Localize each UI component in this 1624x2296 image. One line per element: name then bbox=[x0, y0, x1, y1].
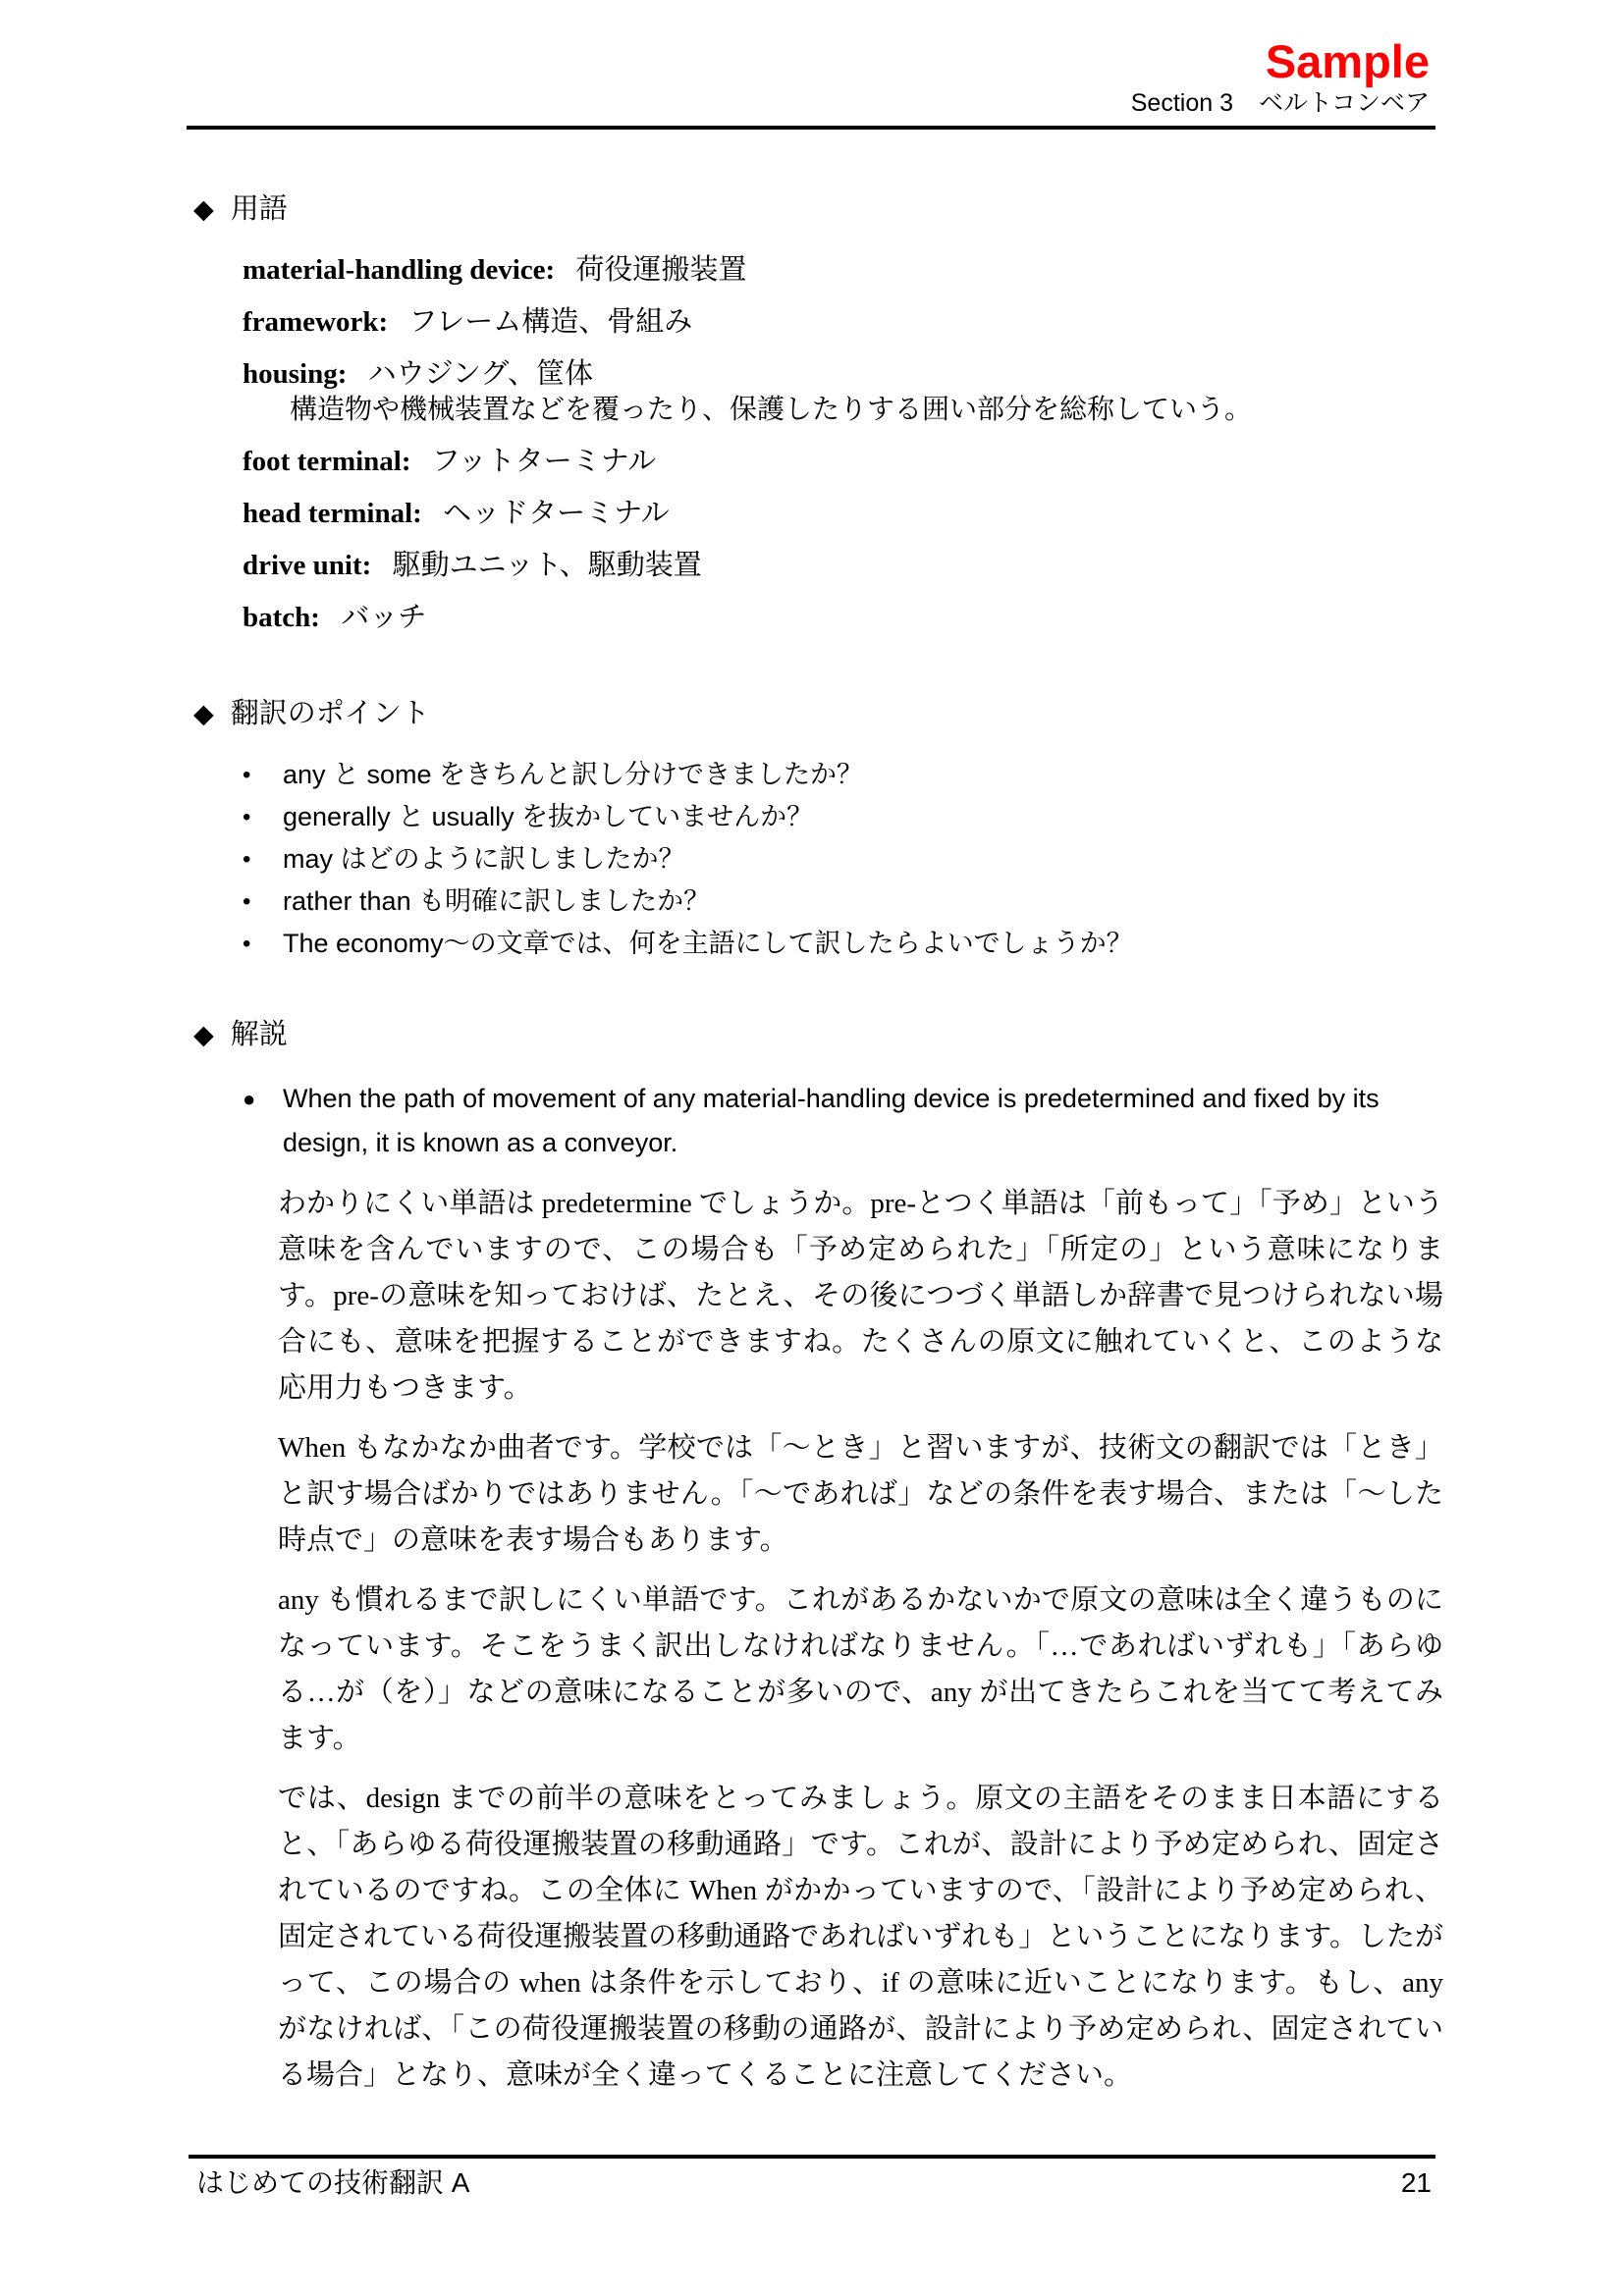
point-text: may はどのように訳しましたか？ bbox=[283, 844, 685, 874]
english-sentence: When the path of movement of any material-handling device is predetermined and fixed by its design, it is known as a conveyor. bbox=[283, 1084, 1380, 1157]
point-text: The economy～の文章では、何を主語にして訳したらよいでしょうか？ bbox=[283, 929, 1133, 958]
sample-watermark: Sample bbox=[1265, 35, 1430, 87]
commentary-english bbox=[243, 1077, 1451, 1165]
section-title: ベルトコンベア bbox=[1258, 89, 1430, 118]
page-number: 21 bbox=[1400, 2167, 1432, 2198]
term-item bbox=[243, 497, 1624, 530]
diamond-bullet-icon: ◆ bbox=[193, 699, 214, 728]
list-item bbox=[243, 760, 1624, 790]
bullet-icon: • bbox=[243, 762, 251, 788]
book-title: はじめての技術翻訳 A bbox=[196, 2167, 470, 2198]
footer-rule bbox=[189, 2155, 1435, 2159]
terms-heading bbox=[193, 192, 1624, 226]
term-japanese: バッチ bbox=[341, 602, 427, 633]
term-item bbox=[243, 253, 1624, 287]
commentary-heading-label: 解説 bbox=[230, 1019, 288, 1050]
points-heading bbox=[193, 697, 1624, 730]
paragraph: When もなかなか曲者です。学校では「～とき」と習いますが、技術文の翻訳では「とき」と訳す場合ばかりではありません。「～であれば」などの条件を表す場合、または「～した時点で」の意味を表す場合もあります。 bbox=[278, 1432, 1443, 1556]
term-japanese: フレーム構造、骨組み bbox=[408, 306, 693, 338]
diamond-bullet-icon: ◆ bbox=[193, 1020, 214, 1049]
list-item bbox=[243, 844, 1624, 875]
bullet-icon: • bbox=[243, 846, 251, 873]
term-english: drive unit: bbox=[243, 550, 372, 581]
page-footer bbox=[196, 2166, 1432, 2200]
paragraph: では、design までの前半の意味をとってみましょう。原文の主語をそのまま日本語にすると、「あらゆる荷役運搬装置の移動通路」です。これが、設計により予め定められ、固定されているのですね。この全体に When がかかっていますので、「設計により予め定められ、固定されている荷役運搬装置の移動通路であればいずれも」ということになります。したがって、この場合の when は条件を示しており、if の意味に近いことになります。もし、any がなければ、「この荷役運搬装置の移動の通路が、設計により予め定められ、固定されている場合」となり、意味が全く違ってくることに注意してください。 bbox=[278, 1783, 1443, 2091]
term-item bbox=[243, 445, 1624, 478]
list-item bbox=[243, 802, 1624, 832]
term-item bbox=[243, 601, 1624, 634]
circle-bullet-icon: ● bbox=[243, 1087, 256, 1111]
points-list bbox=[243, 760, 1624, 959]
term-japanese: 荷役運搬装置 bbox=[575, 254, 747, 286]
commentary-paragraphs bbox=[278, 1181, 1443, 2099]
terms-heading-label: 用語 bbox=[230, 193, 288, 225]
bullet-icon: • bbox=[243, 931, 251, 957]
term-item bbox=[243, 549, 1624, 582]
term-note: 構造物や機械装置などを覆ったり、保護したりする囲い部分を総称していう。 bbox=[290, 395, 1253, 425]
point-text: rather than も明確に訳しましたか？ bbox=[283, 886, 711, 916]
term-japanese: ヘッドターミナル bbox=[443, 498, 670, 529]
term-english: housing: bbox=[243, 358, 348, 390]
commentary-heading bbox=[193, 1018, 1624, 1051]
term-english: head terminal: bbox=[243, 498, 422, 529]
term-english: batch: bbox=[243, 602, 320, 633]
term-english: foot terminal: bbox=[243, 446, 411, 477]
section-label: Section 3 bbox=[1130, 89, 1233, 118]
term-japanese: ハウジング、筐体 bbox=[367, 358, 594, 390]
bullet-icon: • bbox=[243, 888, 251, 915]
term-japanese: 駆動ユニット、駆動装置 bbox=[392, 550, 702, 581]
list-item bbox=[243, 929, 1624, 959]
term-item bbox=[243, 357, 1624, 391]
term-english: framework: bbox=[243, 306, 389, 338]
list-item bbox=[243, 886, 1624, 917]
term-english: material-handling device: bbox=[243, 254, 556, 286]
term-item bbox=[243, 305, 1624, 339]
term-japanese: フットターミナル bbox=[431, 446, 657, 477]
paragraph: any も慣れるまで訳しにくい単語です。これがあるかないかで原文の意味は全く違うものになっています。そこをうまく訳出しなければなりません。「…であればいずれも」「あらゆる…が（を）」などの意味になることが多いので、any が出てきたらこれを当てて考えてみます。 bbox=[278, 1584, 1443, 1754]
point-text: generally と usually を抜かしていませんか？ bbox=[283, 802, 814, 831]
points-heading-label: 翻訳のポイント bbox=[230, 698, 430, 729]
diamond-bullet-icon: ◆ bbox=[193, 194, 214, 224]
point-text: any と some をきちんと訳し分けできましたか？ bbox=[283, 760, 864, 789]
terms-list bbox=[243, 253, 1624, 634]
paragraph: わかりにくい単語は predetermine でしょうか。pre-とつく単語は「前もって」「予め」という意味を含んでいますので、この場合も「予め定められた」「所定の」という意味になります。pre-の意味を知っておけば、たとえ、その後につづく単語しか辞書で見つけられない場合にも、意味を把握することができますね。たくさんの原文に触れていくと、このような応用力もつきます。 bbox=[278, 1188, 1443, 1404]
bullet-icon: • bbox=[243, 804, 251, 830]
